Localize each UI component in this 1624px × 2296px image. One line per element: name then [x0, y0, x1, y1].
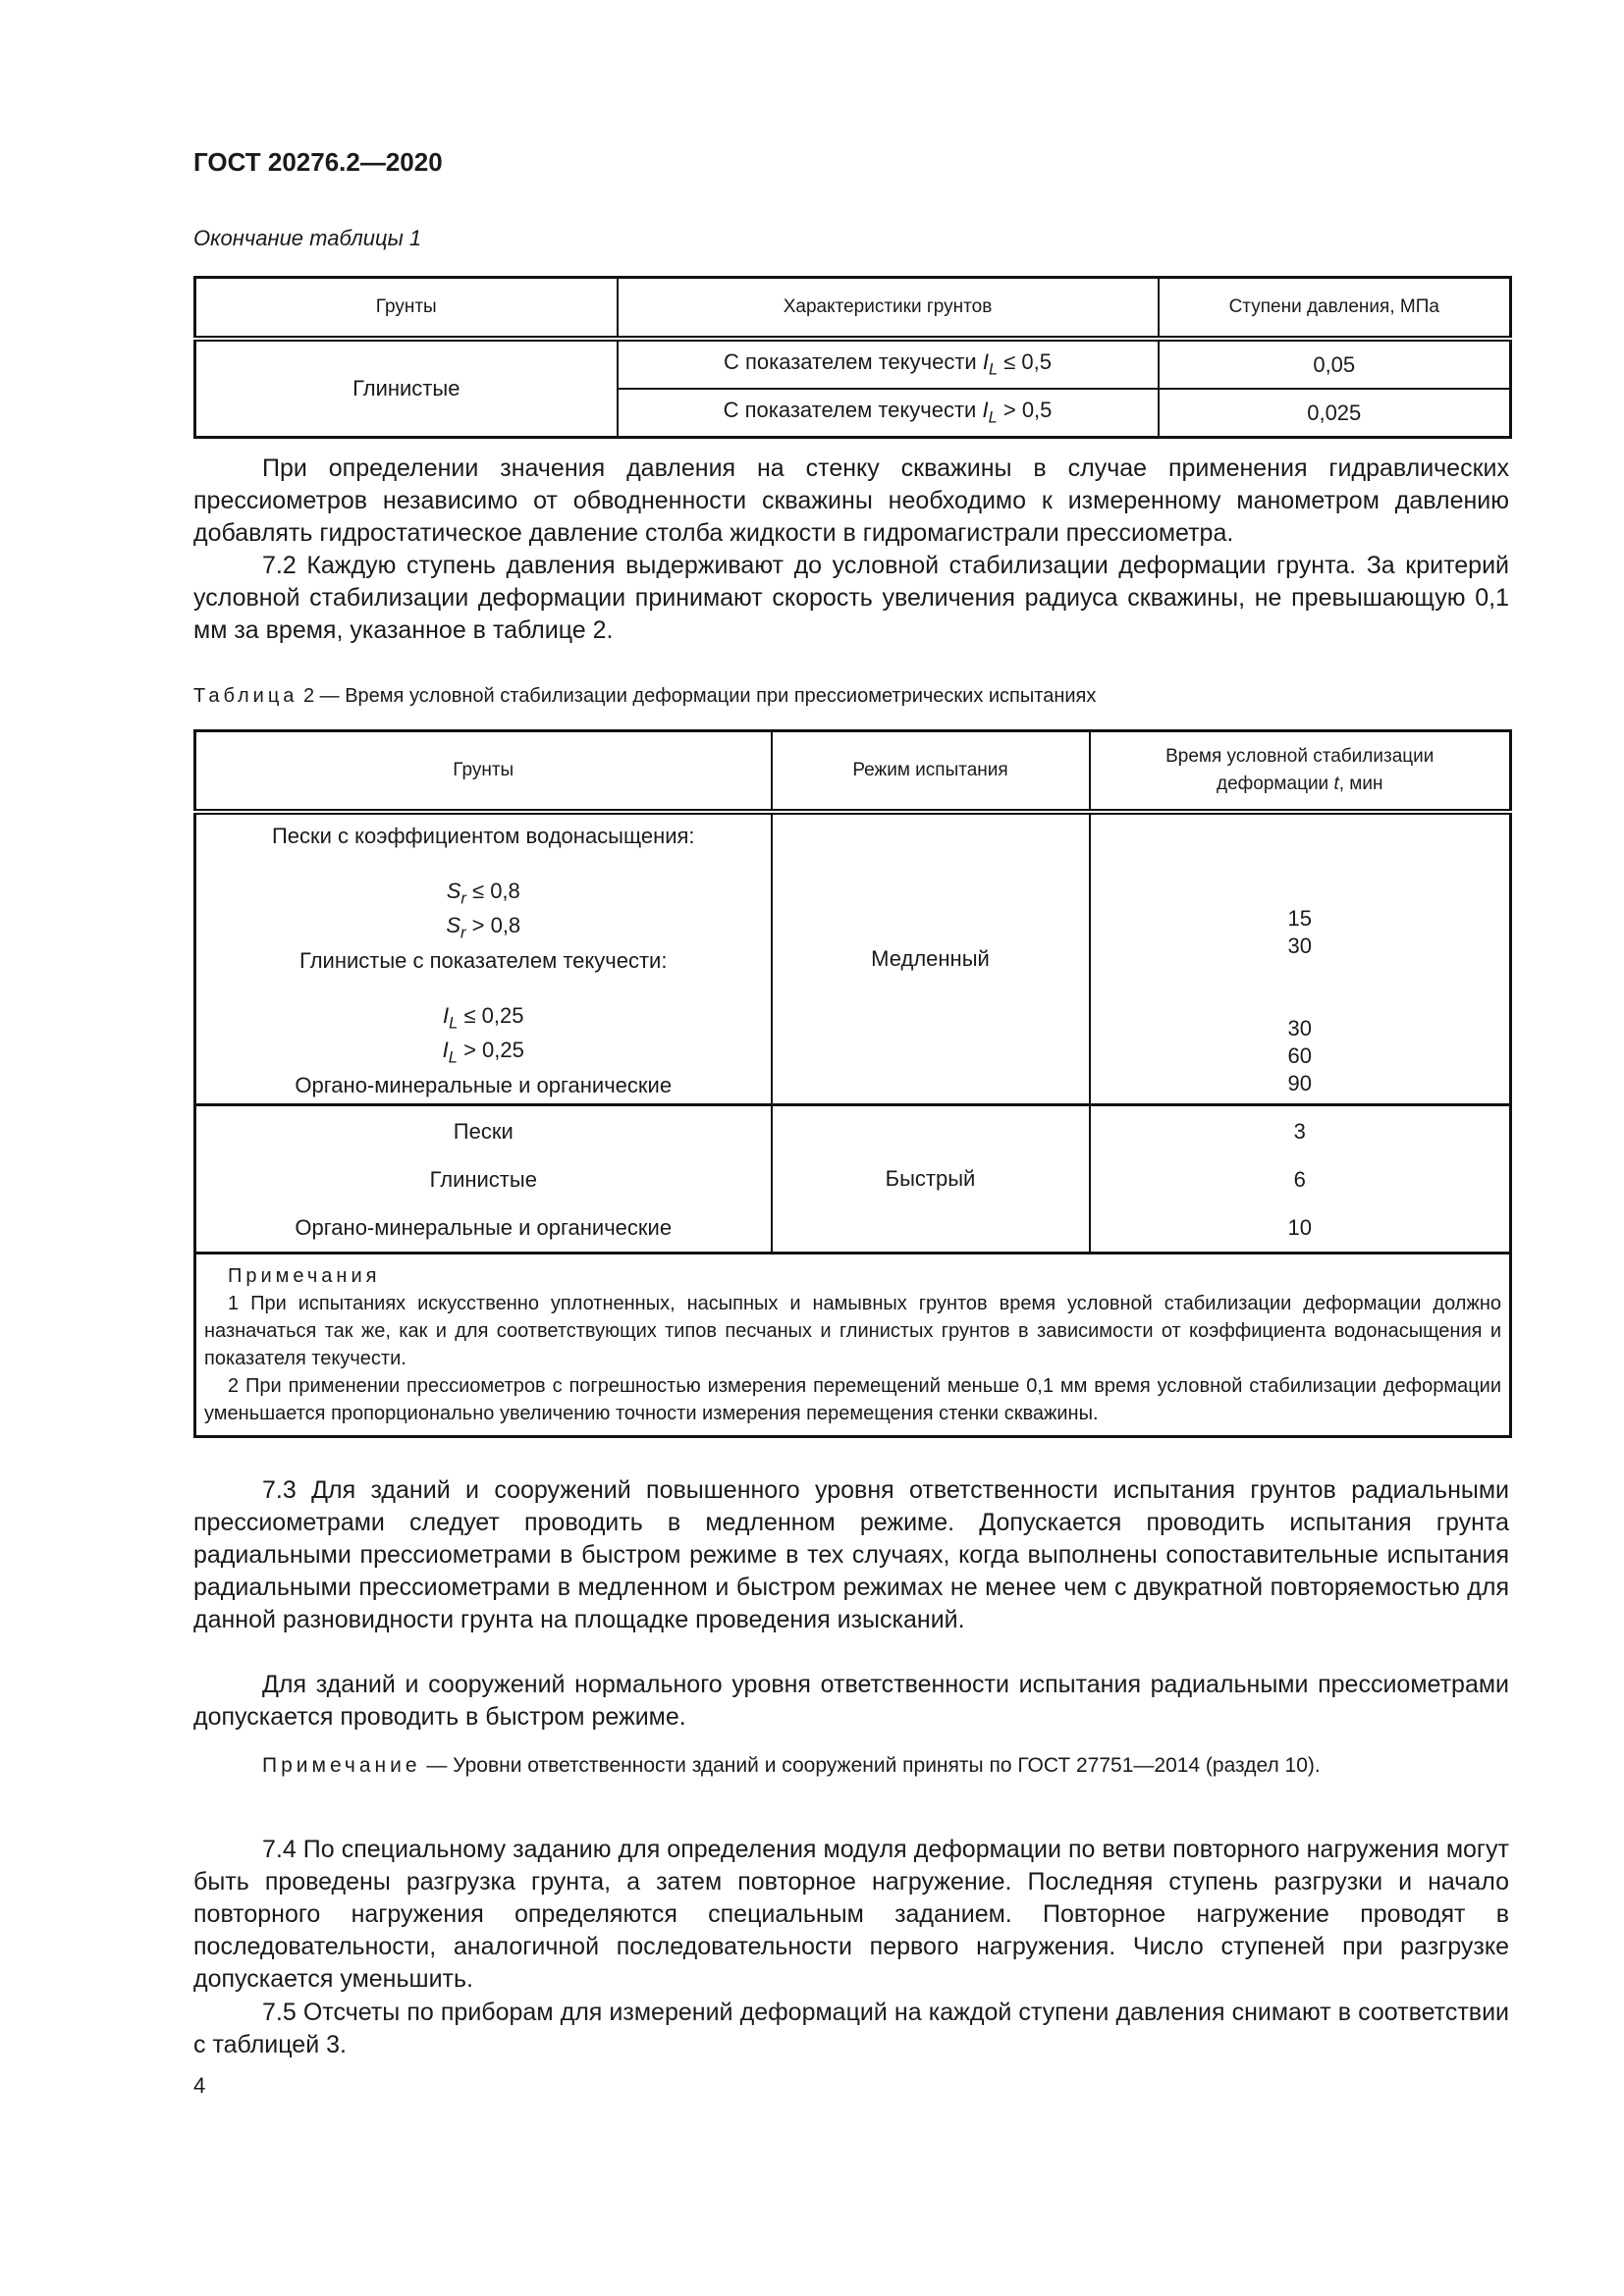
table2-fast-time-cell: 3 6 10 [1090, 1105, 1511, 1254]
table1-col-soil: Грунты [195, 278, 618, 340]
paragraph-7-2: 7.2 Каждую ступень давления выдерживают до условной стабилизации деформации грунта. За критерий условной стабилизации деформации принимают скорость увеличения радиуса скважины, не превышающую 0,1 мм за время, указанное в таблице 2. [193, 552, 1509, 644]
table1-pressure-cell: 0,025 [1159, 389, 1511, 438]
table2-slow-soils-cell [195, 812, 772, 1105]
table1-characteristic-cell [618, 339, 1159, 389]
table2-col-mode: Режим испытания [772, 731, 1090, 813]
characteristic-condition: > 0,5 [997, 398, 1053, 423]
note-1: 1 При испытаниях искусственно уплотненных, насыпных и намывных грунтов время условной стабилизации деформации должно назначаться так же, как и для соответствующих типов песчаных и глинистых грунтов в зависимости от коэффициента водонасыщения и показателя текучести. [204, 1293, 1501, 1369]
paragraph-7-4: 7.4 По специальному заданию для определения модуля деформации по ветви повторного нагружения могут быть проведены разгрузка грунта, а затем повторное нагружение. Последняя ступень разгрузки и начало повторного нагружения определяются специальным заданием. Повторное нагружение проводят в последовательности, аналогичной последовательности первого нагружения. Число ступеней при разгрузке допускается уменьшить. [193, 1836, 1509, 1993]
table2-col-time: Время условной стабилизации деформации t, мин [1090, 731, 1511, 813]
paragraph-7-5: 7.5 Отсчеты по приборам для измерений деформаций на каждой ступени давления снимают в соответствии с таблицей 3. [193, 1999, 1509, 2058]
sr-condition-2: $S_r > 0,8$ [446, 913, 521, 942]
sand-title: Пески с коэффициентом водонасыщения: [271, 824, 695, 848]
table2-fast-soils-cell: Пески Глинистые Органо-минеральные и органические [195, 1105, 772, 1254]
characteristic-condition: ≤ 0,5 [998, 349, 1053, 375]
page-number: 4 [193, 2073, 206, 2098]
paragraph-hydraulic-pressiometers: При определении значения давления на стенку скважины в случае применения гидравлических прессиометров независимо от обводненности скважины необходимо к измеренному манометром давлению добавлять гидростатическое давление столба жидкости в гидромагистрали прессиометра. [193, 454, 1509, 547]
table2-fast-mode-cell: Быстрый [772, 1105, 1090, 1254]
table2-header-row [195, 731, 1511, 813]
table2-caption [193, 685, 1096, 708]
table-1 [193, 276, 1512, 439]
note-text: — Уровни ответственности зданий и сооружений приняты по ГОСТ 27751—2014 (раздел 10). [420, 1754, 1321, 1777]
table1-col-pressure: Ступени давления, МПа [1159, 278, 1511, 340]
sr-condition-1: $S_r \le 0,8$ [446, 879, 520, 908]
table2-slow-mode-cell: Медленный [772, 812, 1090, 1105]
table1-header-row [195, 278, 1511, 340]
organic-label: Органо-минеральные и органические [295, 1072, 673, 1097]
table1-continuation-label: Окончание таблицы 1 [193, 226, 422, 250]
table2-fast-row [195, 1105, 1511, 1254]
clay-title: Глинистые с показателем текучести: [299, 947, 668, 973]
table2-notes-row [195, 1254, 1511, 1437]
table2-col-soil: Грунты [195, 731, 772, 813]
il-condition-2: $I_L > 0,25$ [442, 1038, 524, 1067]
table2-caption-text: 2 — Время условной стабилизации деформации при прессиометрических испытаниях [298, 685, 1097, 707]
paragraph-7-3-normal-level: Для зданий и сооружений нормального уровня ответственности испытания радиальными прессиометрами допускается проводить в быстром режиме. [193, 1671, 1509, 1731]
notes-title: Примечания [228, 1265, 381, 1287]
liquidity-index-symbol: $I_L$ [982, 398, 998, 427]
table1-characteristic-cell [618, 389, 1159, 438]
table2-slow-row [195, 812, 1511, 1105]
liquidity-index-symbol: $I_L$ [982, 349, 999, 379]
document-designation: ГОСТ 20276.2—2020 [193, 147, 443, 177]
characteristic-text: С показателем текучести [723, 398, 983, 423]
table1-soil-cell: Глинистые [195, 339, 618, 438]
note-2: 2 При применении прессиометров с погрешностью измерения перемещений меньше 0,1 мм время условной стабилизации деформации уменьшается пропорционально увеличению точности измерения перемещения стенки скважины. [204, 1375, 1501, 1424]
paragraph-7-3: 7.3 Для зданий и сооружений повышенного уровня ответственности испытания грунтов радиальными прессиометрами следует проводить в медленном режиме. Допускается проводить испытания грунта радиальными прессиометрами в быстром режиме в тех случаях, когда выполнены сопоставительные испытания радиальными прессиометрами в медленном и быстром режимах не менее чем с двукратной повторяемостью для данной разновидности грунта на площадке проведения изысканий. [193, 1476, 1509, 1633]
table1-pressure-cell: 0,05 [1159, 339, 1511, 389]
table2-notes [195, 1254, 1511, 1437]
table-2 [193, 729, 1512, 1438]
note-label: Примечание [262, 1754, 421, 1777]
note-responsibility-levels [193, 1750, 1509, 1781]
il-condition-1: $I_L \le 0,25$ [443, 1002, 524, 1033]
characteristic-text: С показателем текучести [723, 349, 983, 375]
table2-slow-time-cell: 15 30 30 60 90 [1090, 812, 1511, 1105]
table-row [195, 339, 1511, 389]
table1-col-characteristics: Характеристики грунтов [618, 278, 1159, 340]
table2-caption-label: Таблица [193, 685, 298, 707]
